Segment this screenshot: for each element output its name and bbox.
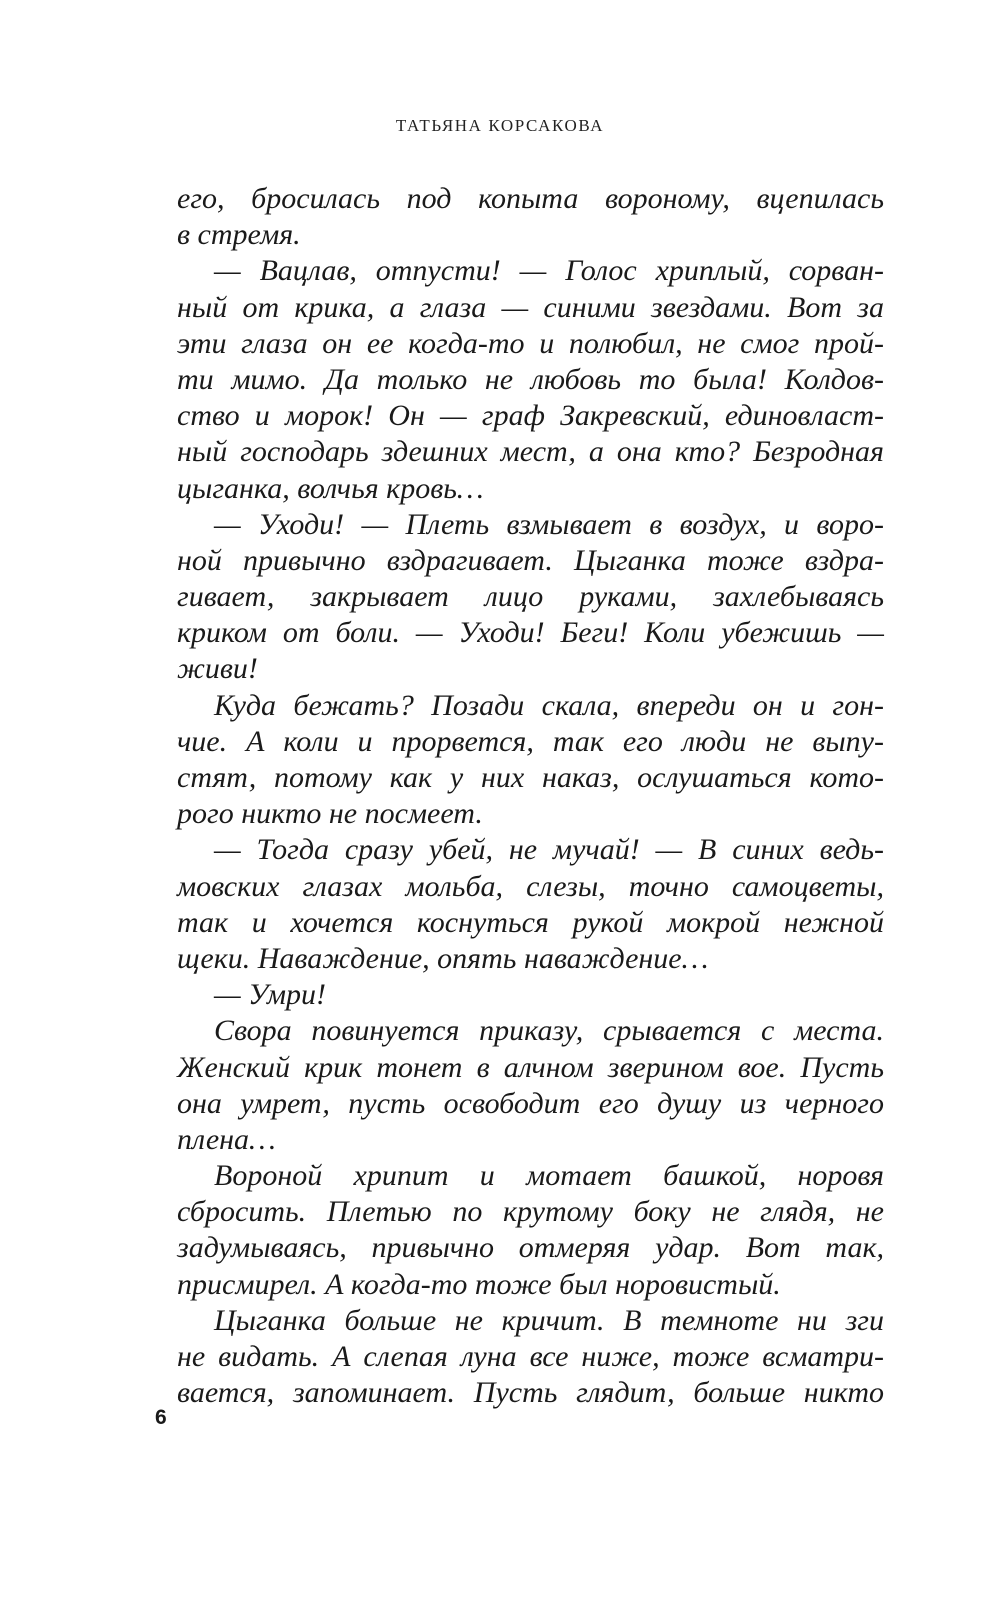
running-head: ТАТЬЯНА КОРСАКОВА — [395, 116, 605, 135]
text-line: его, бросилась под копыта вороному, вцепилась — [177, 182, 884, 215]
text-line: плена… — [177, 1122, 276, 1156]
text-line: мовских глазах мольба, слезы, точно самоцветы, — [177, 869, 884, 903]
text-line: эти глаза он ее когда-то и полюбил, не смог прой- — [177, 326, 884, 360]
text-line: Свора повинуется приказу, срывается с места. — [214, 1014, 884, 1048]
text-line: живи! — [177, 652, 258, 686]
text-line: вается, запоминает. Пусть глядит, больше никто — [177, 1376, 884, 1410]
text-line: Женский крик тонет в алчном зверином вое. Пусть — [177, 1050, 884, 1084]
text-line: ный господарь здешних мест, а она кто? Безродная — [177, 435, 884, 469]
text-line: — Вацлав, отпусти! — Голос хриплый, сорван- — [214, 254, 884, 288]
text-line: задумываясь, привычно отмеряя удар. Вот так, — [177, 1231, 884, 1265]
text-line: — Тогда сразу убей, не мучай! — В синих ведь- — [214, 833, 884, 867]
text-line: щеки. Наваждение, опять наваждение… — [177, 941, 709, 975]
text-line: ство и морок! Он — граф Закревский, единовласт- — [177, 399, 884, 433]
text-line: стят, потому как у них наказ, ослушаться кото- — [177, 761, 884, 794]
text-line: сбросить. Плетью по крутому боку не глядя, не — [177, 1195, 884, 1229]
text-line: так и хочется коснуться рукой мокрой нежной — [177, 905, 884, 939]
text-line: она умрет, пусть освободит его душу из черного — [177, 1086, 884, 1120]
text-line: гивает, закрывает лицо руками, захлебываясь — [177, 580, 884, 614]
text-line: — Уходи! — Плеть взмывает в воздух, и воро- — [214, 507, 884, 541]
text-line: чие. А коли и прорвется, так его люди не выпу- — [177, 724, 884, 758]
text-line: рого никто не посмеет. — [177, 797, 483, 831]
text-line: — Умри! — [214, 978, 327, 1012]
text-line: Вороной хрипит и мотает башкой, норовя — [214, 1159, 884, 1193]
text-line: в стремя. — [177, 218, 301, 252]
text-line: криком от боли. — Уходи! Беги! Коли убежишь — — [177, 616, 884, 650]
text-line: ной привычно вздрагивает. Цыганка тоже вздра- — [177, 543, 884, 577]
page-number: 6 — [155, 1406, 167, 1429]
text-line: ти мимо. Да только не любовь то была! Колдов- — [177, 362, 884, 396]
text-line: Цыганка больше не кричит. В темноте ни зги — [214, 1303, 884, 1337]
text-line: не видать. А слепая луна все ниже, тоже всматри- — [177, 1340, 884, 1373]
text-line: присмирел. А когда-то тоже был норовистый. — [177, 1267, 781, 1301]
body-text — [177, 181, 884, 1411]
text-line: ный от крика, а глаза — синими звездами. Вот за — [177, 290, 884, 324]
text-line: цыганка, волчья кровь… — [177, 471, 484, 505]
text-line: Куда бежать? Позади скала, впереди он и гон- — [214, 688, 884, 722]
